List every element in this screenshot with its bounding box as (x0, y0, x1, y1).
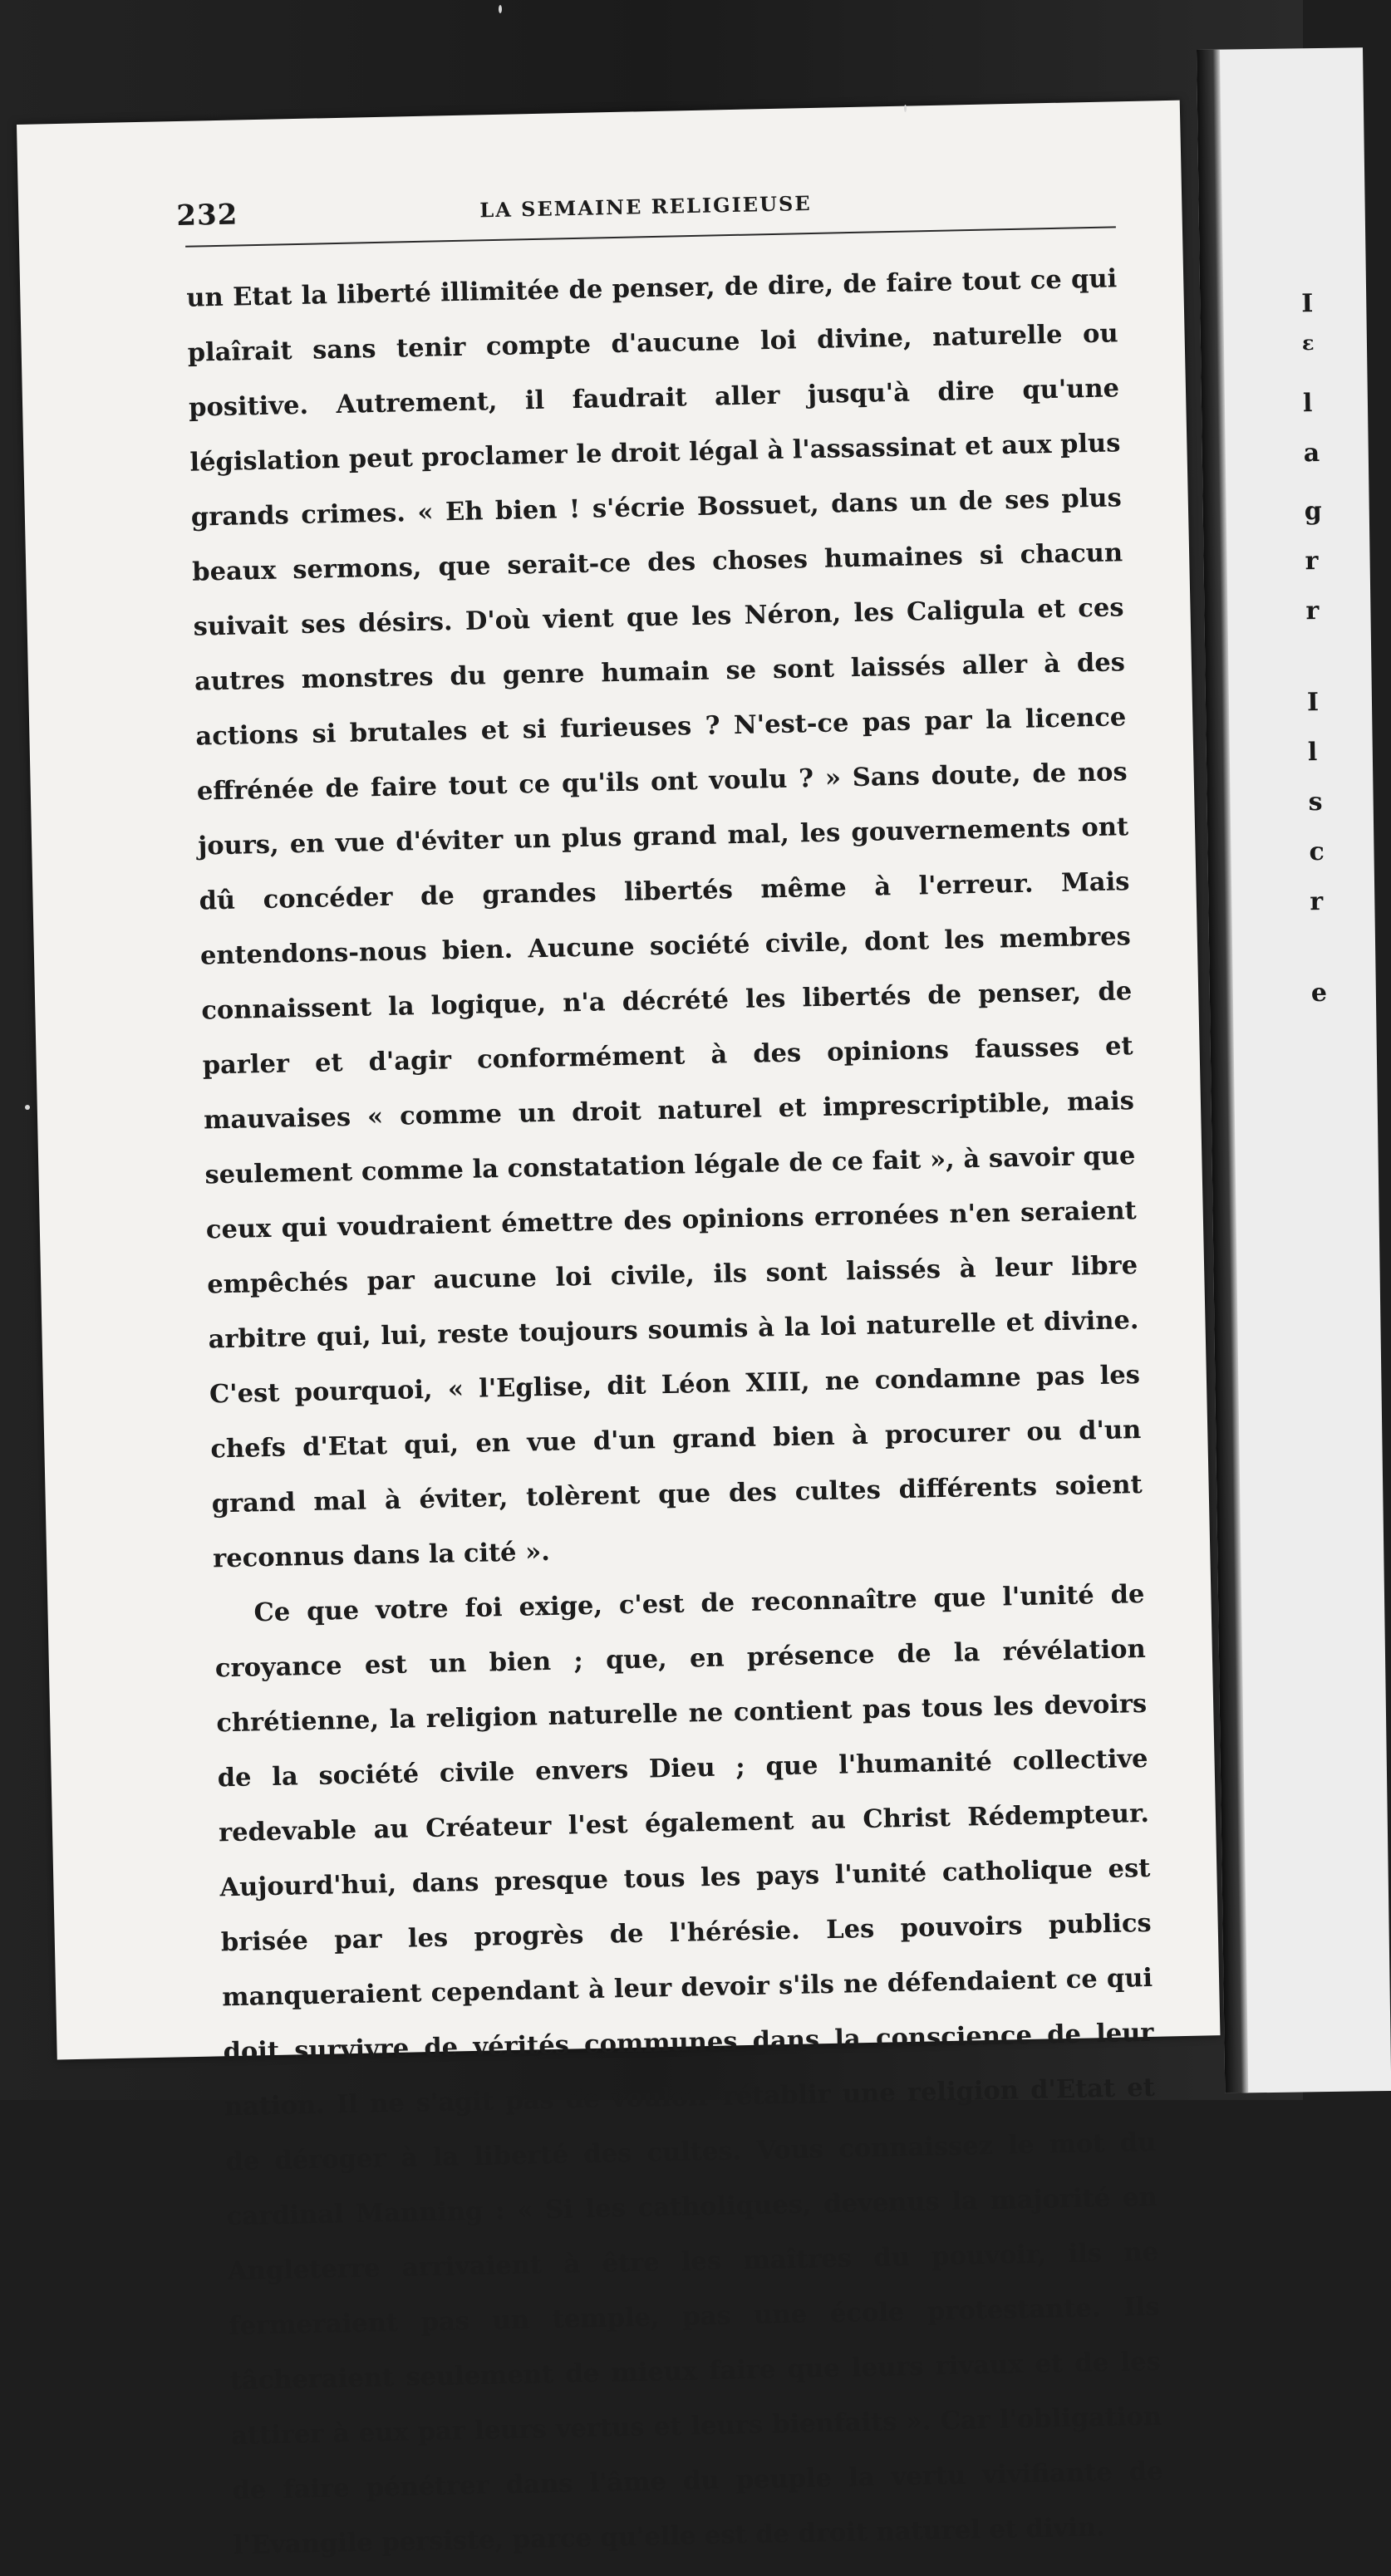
adjacent-page-fragment: e (1310, 978, 1328, 1008)
adjacent-page-fragment: I (1301, 289, 1314, 319)
adjacent-page-fragment: r (1305, 596, 1320, 626)
running-head (175, 174, 1116, 247)
adjacent-page-fragment: a (1303, 438, 1320, 469)
adjacent-page-fragment: r (1305, 547, 1319, 577)
paragraph: un Etat la liberté illimitée de penser, de dire, de faire tout ce qui plaîrait sans tenir compte d'aucune loi divine, naturelle ou positive. Autrement, il faudrait aller jusqu'à dire qu'une législation peut proclamer le droit légal à l'assassinat et aux plus grands crimes. « Eh bien ! s'écrie Bossuet, dans un de ses plus beaux sermons, que serait-ce des choses humaines si chacun suivait ses désirs. D'où vient que les Néron, les Caligula et ces autres monstres du genre humain se sont laissés aller à des actions si brutales et si furieuses ? N'est-ce pas par la licence effrénée de faire tout ce qu'ils ont voulu ? » Sans doute, de nos jours, en vue d'éviter un plus grand mal, les gouvernements ont dû concéder de grandes libertés même à l'erreur. Mais entendons-nous bien. Aucune société civile, dont les membres connaissent la logique, n'a décrété les libertés de penser, de parler et d'agir conformément à des opinions fausses et mauvaises « comme un droit naturel et imprescriptible, mais seulement comme la constatation légale de ce fait », à savoir que ceux qui voudraient émettre des opinions erronées n'en seraient empêchés par aucune loi civile, ils sont laissés à leur libre arbitre qui, lui, reste toujours soumis à la loi naturelle et divine. C'est pourquoi, « l'Eglise, dit Léon XIII, ne condamne pas les chefs d'Etat qui, en vue d'un grand bien à procurer ou d'un grand mal à éviter, tolèrent que des cultes différents soient reconnus dans la cité ». (186, 263, 1143, 1574)
adjacent-page-fragment: ε (1301, 331, 1315, 356)
scan-speck (904, 105, 907, 112)
adjacent-page-fragment: g (1304, 496, 1322, 527)
paragraph: Ce que votre foi exige, c'est de reconnaître que l'unité de croyance est un bien ; que, en présence de la révélation chrétienne, la religion naturelle ne contient pas tous les devoirs de la société civile envers Dieu ; que l'humanité collective redevable au Créateur l'est également au Christ Rédempteur. Aujourd'hui, dans presque tous les pays l'unité catholique est brisée par les progrès de l'hérésie. Les pouvoirs publics manqueraient cependant à leur devoir s'ils ne défendaient ce qui doit survivre de vérités communes dans la conscience de leur nation. Il ne s'agit pas de vouloir rétablir une religion d'Etat et de déroger à la liberté des cultes. Vous connaissez le mot du cardinal Manning : « Si les catholiques, devenus la majorité en Angleterre arrivaient à être les maîtres du pouvoir, ils ne fermeraient pas un temple, pas une école protestante. Ils tâcheraient seulement de mieux faire que leurs rivaux et de les attirer à eux par leurs vertus et leurs bienfaits ». Car l'obligation de faire pénétrer dans l'âme du peuple la vertu vivifiante de l'Evangile persiste, parce qu'elle est de droit naturel et divin. (214, 1578, 1163, 2561)
page-number: 232 (175, 198, 238, 233)
scan-speck (25, 1105, 30, 1110)
adjacent-page-fragment: l (1302, 389, 1313, 419)
book-page (17, 101, 1220, 2561)
adjacent-page-fragment: c (1309, 837, 1325, 867)
running-title: LA SEMAINE RELIGIEUSE (479, 190, 812, 223)
adjacent-page-fragment: s (1308, 787, 1323, 817)
adjacent-page-fragment: I (1306, 688, 1320, 718)
adjacent-page-fragment: l (1307, 738, 1318, 768)
adjacent-page-edge (1197, 47, 1391, 2093)
body-text (186, 251, 1165, 2573)
page-content (175, 174, 1165, 2573)
adjacent-page-fragment: r (1310, 886, 1324, 917)
scan-speck (499, 5, 502, 13)
